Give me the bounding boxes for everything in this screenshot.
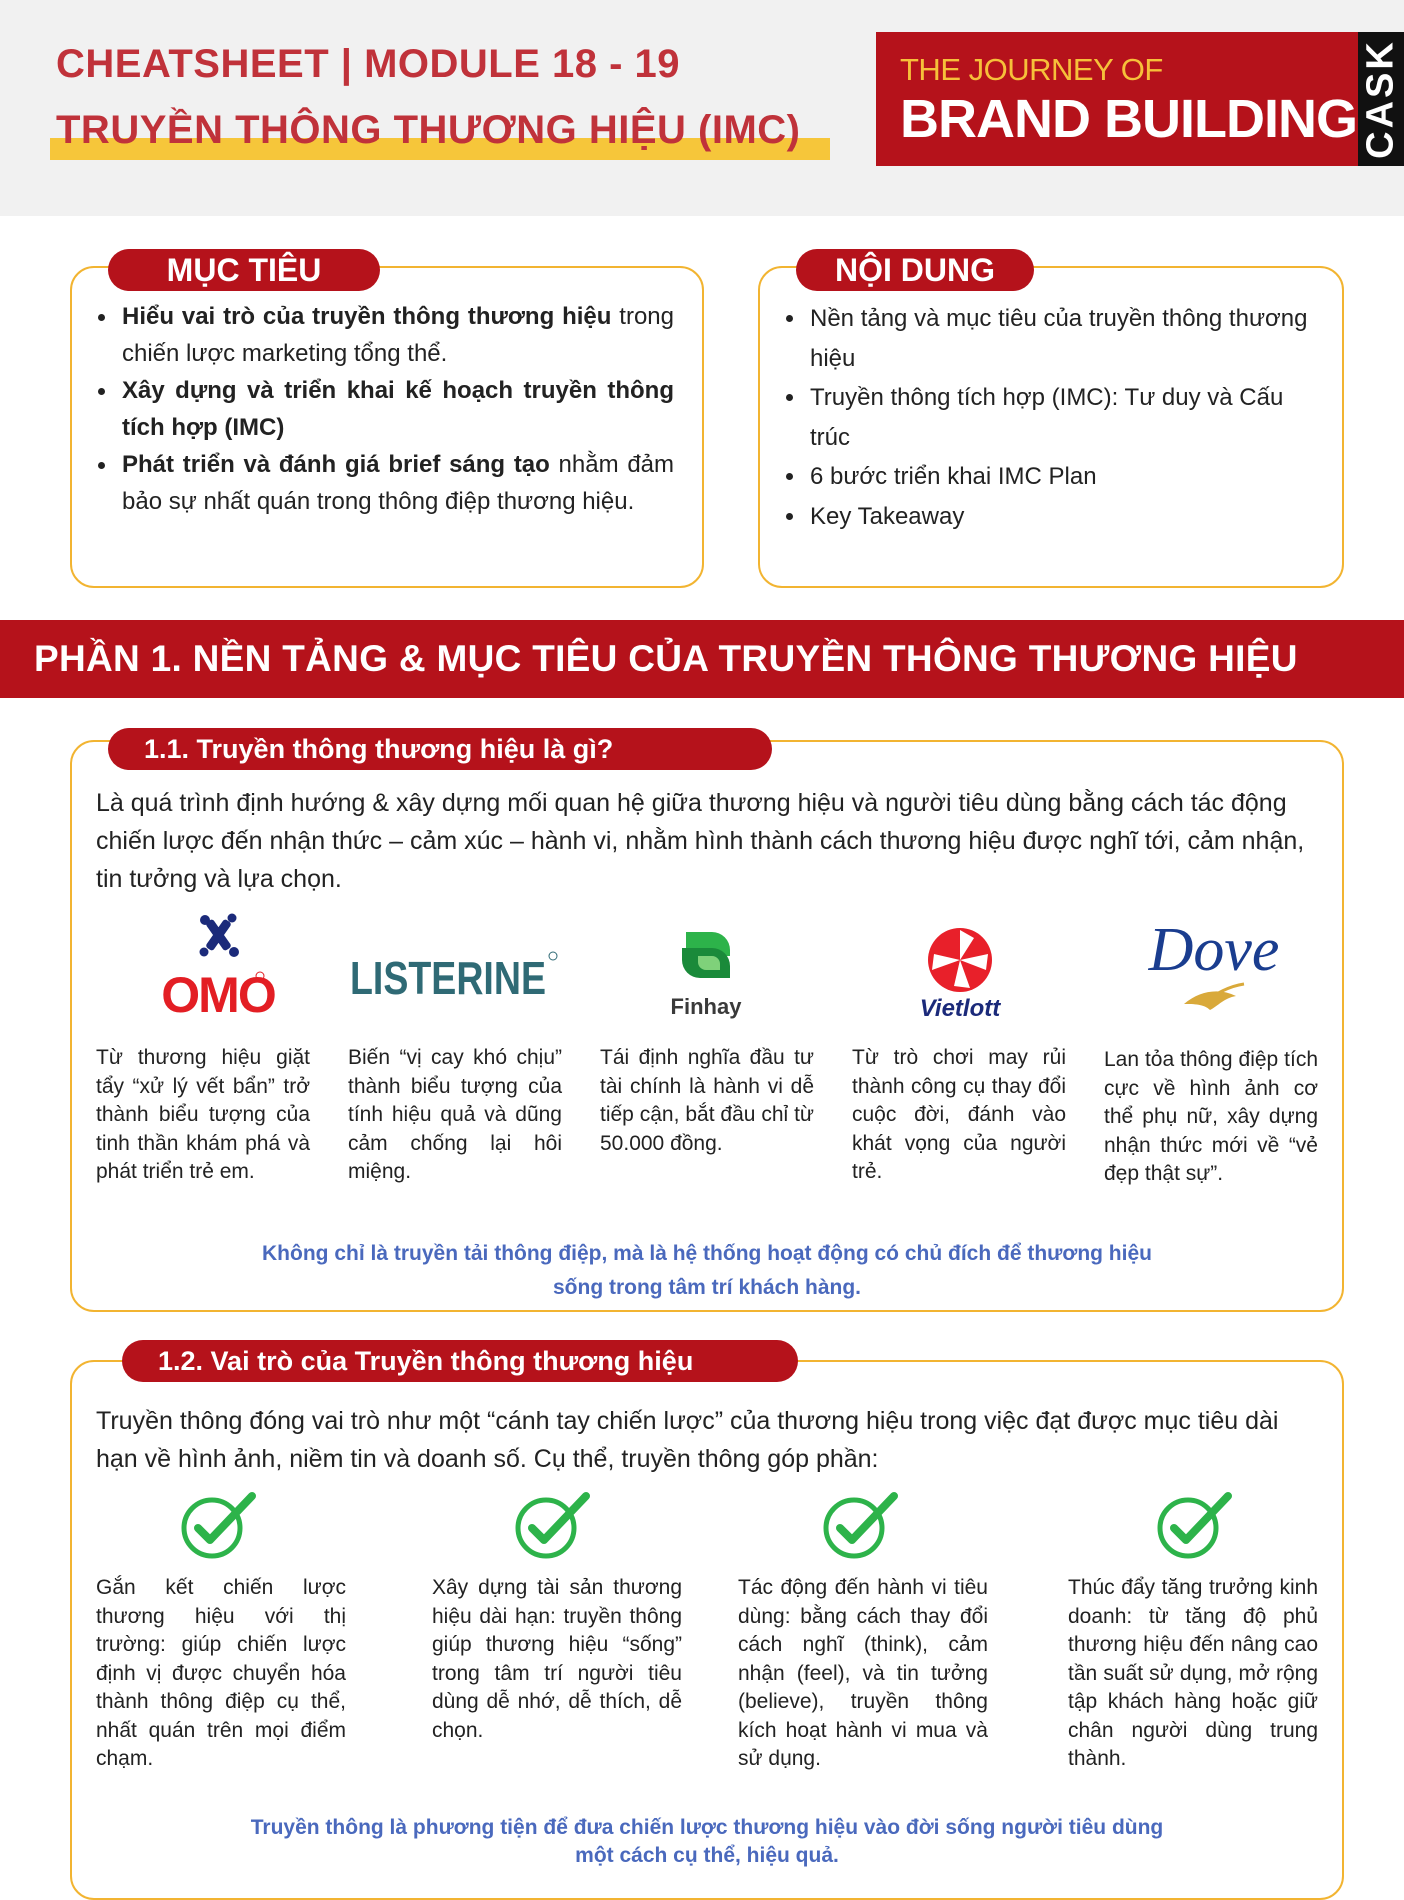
objective-item: Hiểu vai trò của truyền thông thương hiệu trong chiến lược marketing tổng thể.: [96, 298, 674, 372]
section-1-1-title: 1.1. Truyền thông thương hiệu là gì?: [108, 728, 772, 770]
brand-description-finhay: Tái định nghĩa đầu tư tài chính là hành vi dễ tiếp cận, bắt đầu chỉ từ 50.000 đồng.: [600, 1046, 814, 1155]
role-description: Xây dựng tài sản thương hiệu dài hạn: truyền thông giúp thương hiệu “sống” trong tâm trí người tiêu dùng dễ nhớ, dễ thích, dễ chọn.: [432, 1576, 682, 1742]
finhay-logo: [664, 928, 750, 1020]
section-1-1-conclusion: Không chỉ là truyền tải thông điệp, mà là hệ thống hoạt động có chủ đích để thương hiệu sống trong tâm trí khách hàng.: [262, 1242, 1152, 1299]
check-circle-icon: [512, 1492, 592, 1562]
cask-logo: [1358, 32, 1404, 166]
header-title-line2: TRUYỀN THÔNG THƯƠNG HIỆU (IMC): [56, 108, 801, 152]
objectives-list: [96, 298, 674, 520]
omo-logo: [160, 912, 280, 1023]
brand-logo-small-text: THE JOURNEY OF: [900, 52, 1163, 87]
brand-description-omo: Từ thương hiệu giặt tẩy “xử lý vết bẩn” trở thành biểu tượng của tinh thần khám phá và phát triển trẻ em.: [96, 1046, 310, 1183]
svg-text:Finhay: Finhay: [670, 994, 742, 1019]
section-1-1-intro: Là quá trình định hướng & xây dựng mối quan hệ giữa thương hiệu và người tiêu dùng bằng cách tác động chiến lược đến nhận thức – cảm xúc – hành vi, nhằm hình thành cách thương hiệu được nghĩ tới, cảm nhận, tin tưởng và lựa chọn.: [96, 789, 1305, 893]
brand-description-dove: Lan tỏa thông điệp tích cực về hình ảnh cơ thể phụ nữ, xây dựng nhận thức mới về “vẻ đẹp thật sự”.: [1104, 1048, 1318, 1185]
section-1-2-conclusion: Truyền thông là phương tiện để đưa chiến lược thương hiệu vào đời sống người tiêu dùng một cách cụ thể, hiệu quả.: [250, 1816, 1164, 1867]
role-description: Gắn kết chiến lược thương hiệu với thị trường: giúp chiến lược định vị được chuyển hóa thành thông điệp cụ thể, nhất quán trên mọi điểm chạm.: [96, 1576, 346, 1770]
contents-title: NỘI DUNG: [796, 249, 1034, 291]
header-title-line2-wrap: [50, 108, 801, 158]
role-description: Thúc đẩy tăng trưởng kinh doanh: từ tăng độ phủ thương hiệu đến nâng cao tần suất sử dụng, mở rộng tập khách hàng hoặc giữ chân người dùng trung thành.: [1068, 1576, 1318, 1770]
section-1-2-intro: Truyền thông đóng vai trò như một “cánh tay chiến lược” của thương hiệu trong việc đạt được mục tiêu dài hạn về hình ảnh, niềm tin và doanh số. Cụ thể, truyền thông góp phần:: [96, 1407, 1279, 1473]
header-title-line1: CHEATSHEET | MODULE 18 - 19: [56, 42, 681, 86]
objectives-box: [70, 266, 704, 588]
check-circle-icon: [820, 1492, 900, 1562]
brand-description-listerine: Biến “vị cay khó chịu” thành biểu tượng của tính hiệu quả và dũng cảm chống lại hôi miệng.: [348, 1046, 562, 1183]
svg-text:OMO: OMO: [161, 967, 275, 1023]
brand-logo-big-text: BRAND BUILDING: [900, 89, 1357, 149]
content-item: Nền tảng và mục tiêu của truyền thông thương hiệu: [784, 299, 1324, 378]
svg-text:Dove: Dove: [1148, 916, 1280, 984]
contents-box: [758, 266, 1344, 588]
role-description: Tác động đến hành vi tiêu dùng: bằng cách thay đổi cách nghĩ (think), cảm nhận (feel), và tin tưởng (believe), truyền thông kích hoạt hành vi mua và sử dụng.: [738, 1576, 988, 1770]
page-header: [0, 0, 1404, 216]
svg-text:Vietlott: Vietlott: [919, 995, 1001, 1022]
section1-banner: PHẦN 1. NỀN TẢNG & MỤC TIÊU CỦA TRUYỀN THÔNG THƯƠNG HIỆU: [0, 620, 1404, 698]
brand-logo-box: [876, 32, 1358, 166]
objective-item: Phát triển và đánh giá brief sáng tạo nhằm đảm bảo sự nhất quán trong thông điệp thương hiệu.: [96, 446, 674, 520]
objective-item: Xây dựng và triển khai kế hoạch truyền thông tích hợp (IMC): [96, 372, 674, 446]
check-circle-icon: [1154, 1492, 1234, 1562]
content-item: 6 bước triển khai IMC Plan: [784, 457, 1324, 497]
content-item: Truyền thông tích hợp (IMC): Tư duy và Cấu trúc: [784, 378, 1324, 457]
vietlott-logo: [904, 924, 1016, 1020]
cask-logo-text: CASK: [1359, 39, 1402, 159]
svg-text:LISTERINE: LISTERINE: [350, 952, 546, 1004]
brand-description-vietlott: Từ trò chơi may rủi thành công cụ thay đổi cuộc đời, đánh vào khát vọng của người trẻ.: [852, 1046, 1066, 1183]
objectives-title: MỤC TIÊU: [108, 249, 380, 291]
listerine-logo: [350, 944, 560, 1004]
check-circle-icon: [178, 1492, 258, 1562]
content-item: Key Takeaway: [784, 497, 1324, 537]
contents-list: [784, 299, 1324, 536]
section-1-2-title: 1.2. Vai trò của Truyền thông thương hiệu: [122, 1340, 798, 1382]
dove-logo: [1144, 918, 1284, 1020]
